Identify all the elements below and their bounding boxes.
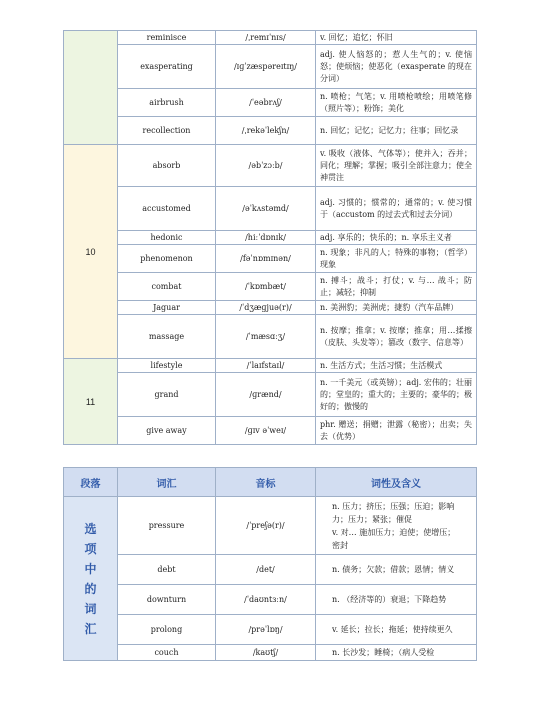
phonetic-cell: /hiːˈdɒnɪk/: [216, 231, 316, 245]
word-cell: accustomed: [118, 187, 216, 231]
table-row: [64, 31, 477, 45]
word-cell: debt: [118, 555, 216, 585]
table-row: [64, 555, 477, 585]
word-cell: prolong: [118, 615, 216, 645]
phonetic-cell: /ˈmæsɑːʒ/: [216, 315, 316, 359]
word-cell: exasperating: [118, 45, 216, 89]
meaning-cell: v. 回忆；追忆；怀旧: [316, 31, 477, 45]
phonetic-cell: /ˈeəbrʌʃ/: [216, 89, 316, 117]
word-cell: downturn: [118, 585, 216, 615]
word-cell: recollection: [118, 117, 216, 145]
phonetic-cell: /kaʊtʃ/: [216, 645, 316, 661]
meaning-cell: phr. 赠送；捐赠；泄露（秘密）；出卖；失去（优势）: [316, 417, 477, 445]
table-row: [64, 301, 477, 315]
phonetic-cell: /ˌrekəˈlekʃn/: [216, 117, 316, 145]
header-row: [64, 468, 477, 497]
phonetic-cell: /ɪɡˈzæspəreɪtɪŋ/: [216, 45, 316, 89]
word-cell: massage: [118, 315, 216, 359]
word-cell: phenomenon: [118, 245, 216, 273]
phonetic-cell: /əˈkʌstəmd/: [216, 187, 316, 231]
meaning-cell: n. 债务；欠款；借款；恩情；情义: [316, 555, 477, 585]
meaning-cell: n. 美洲豹；美洲虎；捷豹（汽车品牌）: [316, 301, 477, 315]
meaning-cell: n. 喷枪；气笔；v. 用喷枪喷绘；用喷笔修（照片等）；粉饰；美化: [316, 89, 477, 117]
word-cell: combat: [118, 273, 216, 301]
paragraph-cell: 11: [64, 359, 118, 445]
word-cell: pressure: [118, 497, 216, 555]
table-row: [64, 45, 477, 89]
table-row: [64, 187, 477, 231]
table-row: [64, 585, 477, 615]
meaning-cell: adj. 享乐的；快乐的；n. 享乐主义者: [316, 231, 477, 245]
meaning-cell: n. 搏斗；战斗；打仗；v. 与… 战斗；防止；减轻；抑制: [316, 273, 477, 301]
paragraph-cell: 10: [64, 145, 118, 359]
vocabulary-table-continued: [63, 30, 477, 445]
meaning-cell: n. （经济等的）衰退；下降趋势: [316, 585, 477, 615]
word-cell: grand: [118, 373, 216, 417]
table-row: [64, 615, 477, 645]
meaning-cell: n. 回忆；记忆；记忆力；往事；回忆录: [316, 117, 477, 145]
options-group-label: 选 项 中 的 词 汇: [64, 497, 118, 661]
phonetic-cell: /ɡrænd/: [216, 373, 316, 417]
word-cell: couch: [118, 645, 216, 661]
table-row: [64, 417, 477, 445]
table-row: [64, 117, 477, 145]
phonetic-cell: /det/: [216, 555, 316, 585]
table-row: [64, 645, 477, 661]
meaning-cell: n. 生活方式；生活习惯；生活模式: [316, 359, 477, 373]
header-paragraph: 段落: [64, 468, 118, 497]
options-vocabulary-table: [63, 467, 477, 661]
phonetic-cell: /əbˈzɔːb/: [216, 145, 316, 187]
table-row: [64, 497, 477, 555]
table-row: [64, 145, 477, 187]
word-cell: airbrush: [118, 89, 216, 117]
phonetic-cell: /ˈpreʃə(r)/: [216, 497, 316, 555]
header-phonetic: 音标: [216, 468, 316, 497]
phonetic-cell: /ˌremɪˈnɪs/: [216, 31, 316, 45]
word-cell: absorb: [118, 145, 216, 187]
paragraph-cell: [64, 31, 118, 145]
meaning-cell: adj. 习惯的；惯常的；通常的；v. 使习惯于（accustom 的过去式和过去分词）: [316, 187, 477, 231]
word-cell: lifestyle: [118, 359, 216, 373]
table-row: [64, 373, 477, 417]
phonetic-cell: /ˈkɒmbæt/: [216, 273, 316, 301]
word-cell: reminisce: [118, 31, 216, 45]
table-row: [64, 231, 477, 245]
table-row: [64, 273, 477, 301]
meaning-cell: n. 现象；非凡的人；特殊的事物；（哲学）现象: [316, 245, 477, 273]
table-row: [64, 245, 477, 273]
header-word: 词汇: [118, 468, 216, 497]
table-row: [64, 315, 477, 359]
header-meaning: 词性及含义: [316, 468, 477, 497]
word-cell: Jaguar: [118, 301, 216, 315]
meaning-cell: adj. 使人恼怒的；惹人生气的；v. 使恼怒；使烦恼；使恶化（exasperate 的现在分词）: [316, 45, 477, 89]
meaning-cell: v. 延长；拉长；拖延；使持续更久: [316, 615, 477, 645]
meaning-cell: n. 按摩；推拿；v. 按摩；推拿；用…揉擦（皮肤、头发等）；篡改（数字、信息等）: [316, 315, 477, 359]
meaning-cell: v. 吸收（液体、气体等）；使并入；吞并；同化；理解；掌握；吸引全部注意力；使全神贯注: [316, 145, 477, 187]
meaning-cell: n. 一千美元（或英镑）；adj. 宏伟的；壮丽的；堂皇的；重大的；主要的；豪华的；极好的；傲慢的: [316, 373, 477, 417]
phonetic-cell: /ɡɪv əˈweɪ/: [216, 417, 316, 445]
word-cell: give away: [118, 417, 216, 445]
phonetic-cell: /ˈlaɪfstaɪl/: [216, 359, 316, 373]
table-row: [64, 359, 477, 373]
phonetic-cell: /ˈdʒæɡjuə(r)/: [216, 301, 316, 315]
meaning-cell: n. 长沙发；睡椅；（病人受检: [316, 645, 477, 661]
table-row: [64, 89, 477, 117]
meaning-cell: n. 压力；挤压；压强；压迫；影响力；压力；紧张；催促 v. 对… 施加压力；迫使；使增压；密封: [316, 497, 477, 555]
phonetic-cell: /fəˈnɒmɪnən/: [216, 245, 316, 273]
phonetic-cell: /prəˈlɒŋ/: [216, 615, 316, 645]
word-cell: hedonic: [118, 231, 216, 245]
phonetic-cell: /ˈdaʊntɜːn/: [216, 585, 316, 615]
